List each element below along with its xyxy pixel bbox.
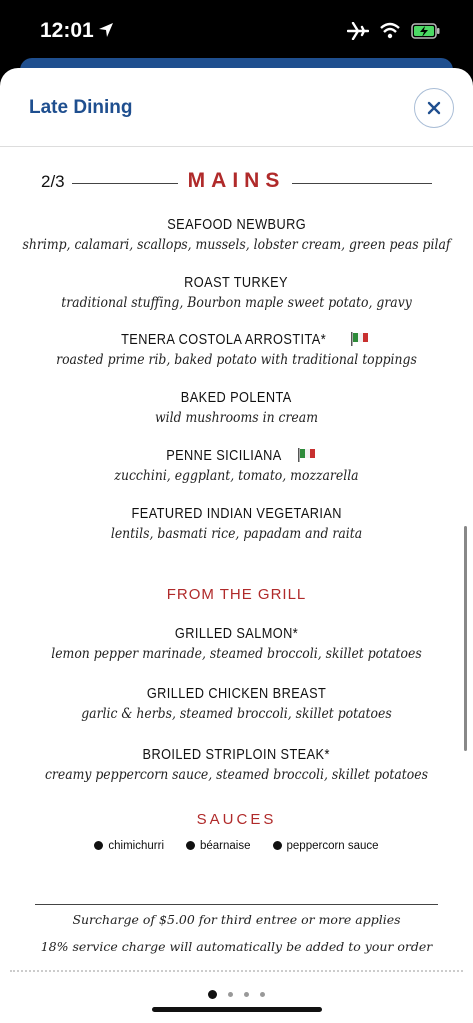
dish-name: BROILED STRIPLOIN STEAK* [142, 746, 331, 763]
dish-description: zucchini, eggplant, tomato, mozzarella [114, 468, 359, 484]
sauces-list [0, 840, 473, 852]
battery-charging-icon [411, 22, 441, 45]
dish-item [0, 447, 473, 484]
page-dots[interactable] [0, 990, 473, 999]
italian-flag-icon [297, 448, 317, 462]
page-dot[interactable] [260, 992, 265, 997]
close-button[interactable] [414, 88, 454, 128]
dish-description: lentils, basmati rice, papadam and raita [110, 526, 363, 542]
dish-name: TENERA COSTOLA ARROSTITA* [120, 331, 326, 348]
airplane-icon [347, 22, 369, 45]
dish-description: garlic & herbs, steamed broccoli, skillet potatoes [81, 706, 392, 722]
dish-description: roasted prime rib, baked potato with traditional toppings [56, 352, 417, 368]
dish-name: BAKED POLENTA [181, 389, 292, 406]
divider [10, 970, 463, 972]
service-charge-note: 18% service charge will automatically be added to your order [40, 939, 433, 954]
grill-section-title: FROM THE GRILL [166, 586, 307, 603]
dish-item [0, 389, 473, 426]
dish-item [0, 505, 473, 542]
home-indicator[interactable] [152, 1007, 322, 1012]
pager-bar [0, 962, 473, 1023]
status-time: 12:01 [40, 19, 94, 42]
dish-item [0, 274, 473, 311]
dish-item [0, 685, 473, 722]
dish-item [0, 746, 473, 783]
sauce-item: béarnaise [186, 840, 251, 852]
dish-description: wild mushrooms in cream [155, 410, 318, 426]
page-dot[interactable] [244, 992, 249, 997]
dish-item [0, 331, 473, 368]
sauce-item: chimichurri [94, 840, 164, 852]
dish-name: SEAFOOD NEWBURG [167, 216, 306, 233]
dish-name: GRILLED CHICKEN BREAST [146, 685, 327, 702]
close-icon [427, 101, 441, 115]
late-dining-sheet [0, 68, 473, 1023]
mains-section-title: MAINS [187, 169, 286, 192]
italian-flag-icon [350, 332, 370, 346]
page-title: Late Dining [29, 97, 133, 118]
location-arrow-icon [98, 22, 114, 43]
menu-image [0, 147, 473, 967]
dish-name: ROAST TURKEY [184, 274, 289, 291]
footer-rule [35, 904, 438, 905]
status-bar [0, 0, 473, 62]
dish-name: FEATURED INDIAN VEGETARIAN [131, 505, 342, 522]
sheet-header [0, 68, 473, 147]
dish-item [0, 625, 473, 662]
page-dot[interactable] [228, 992, 233, 997]
bullet-icon [186, 841, 195, 850]
dish-item [0, 216, 473, 253]
surcharge-note: Surcharge of $5.00 for third entree or more applies [72, 912, 401, 927]
dish-description: shrimp, calamari, scallops, mussels, lobster cream, green peas pilaf [22, 237, 451, 253]
bullet-icon [273, 841, 282, 850]
sauces-section-title: SAUCES [196, 811, 277, 828]
page-dot[interactable] [208, 990, 217, 999]
dish-name: GRILLED SALMON* [174, 625, 299, 642]
dish-description: traditional stuffing, Bourbon maple sweet potato, gravy [61, 295, 412, 311]
sauce-item: peppercorn sauce [273, 840, 379, 852]
page-indicator: 2/3 [41, 172, 65, 191]
scrollbar[interactable] [464, 526, 467, 751]
bullet-icon [94, 841, 103, 850]
dish-description: lemon pepper marinade, steamed broccoli, skillet potatoes [51, 646, 422, 662]
wifi-icon [379, 22, 401, 45]
dish-name: PENNE SICILIANA [165, 447, 282, 464]
dish-description: creamy peppercorn sauce, steamed broccoli, skillet potatoes [44, 767, 429, 783]
